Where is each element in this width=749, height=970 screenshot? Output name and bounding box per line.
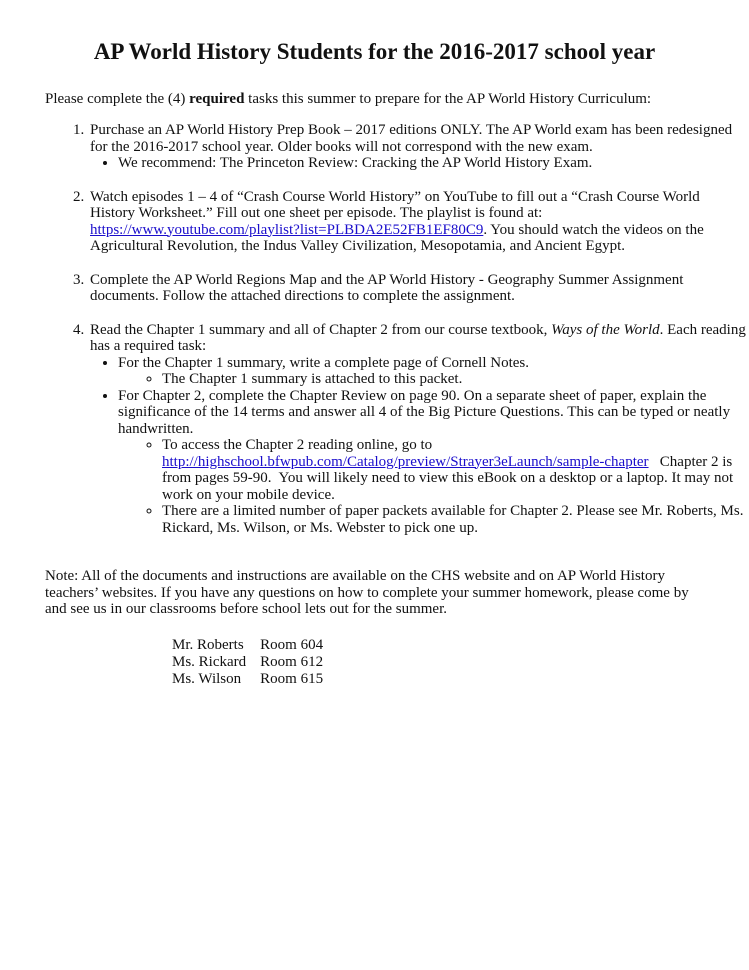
staff-name: Ms. Rickard <box>172 654 247 670</box>
sub-2-text-end: Chapter 2 is from pages 59-90. You will likely need to view this eBook on a desktop or a laptop. It may not work on your mobile device. <box>162 453 737 503</box>
intro-bold: required <box>189 91 245 107</box>
chapter-link[interactable]: http://highschool.bfwpub.com/Catalog/preview/Strayer3eLaunch/sample-chapter <box>162 453 649 470</box>
task-4-text-end: . Each reading has a required task: <box>90 321 746 354</box>
task-2 <box>88 189 748 255</box>
playlist-link[interactable]: https://www.youtube.com/playlist?list=PLBDA2E52FB1EF80C9 <box>90 221 484 238</box>
task-4-sub-1: ◦ The Chapter 1 summary is attached to this packet. <box>162 371 748 388</box>
task-list <box>45 122 748 553</box>
note: Note: All of the documents and instructions are available on the CHS website and on AP World History teachers’ websites. If you have any questions on how to complete your summer homework, please come by and see us in our classrooms before school lets out for the summer. <box>45 568 689 617</box>
task-1-bullet: • We recommend: The Princeton Review: Cracking the AP World History Exam. <box>118 155 748 172</box>
task-4-sub-2 <box>162 437 748 503</box>
task-1-text: Purchase an AP World History Prep Book – 2017 editions ONLY. The AP World exam has been redesigned for the 2016-2017 school year. Older books will not correspond with the new exam. <box>90 122 733 155</box>
staff-row <box>172 637 337 654</box>
staff-room: Room 615 <box>260 671 324 687</box>
task-4-bullet-2 <box>118 388 748 537</box>
task-4 <box>88 322 748 537</box>
task-1 <box>88 122 748 172</box>
staff-room: Room 604 <box>260 637 324 653</box>
sub-2-text: To access the Chapter 2 reading online, go to <box>162 437 433 453</box>
task-4-bullet-1 <box>118 355 748 388</box>
staff-rooms <box>172 637 337 688</box>
task-4-text: Read the Chapter 1 summary and all of Chapter 2 from our course textbook, <box>90 321 552 338</box>
task-3: 3. Complete the AP World Regions Map and the AP World History - Geography Summer Assignment documents. Follow the attached directions to complete the assignment. <box>88 272 748 305</box>
staff-row <box>172 671 337 688</box>
bullet-1-text: For the Chapter 1 summary, write a complete page of Cornell Notes. <box>118 354 529 371</box>
task-2-text: Watch episodes 1 – 4 of “Crash Course World History” on YouTube to fill out a “Crash Course World History Worksheet.” Fill out one sheet per episode. The playlist is found at: <box>90 188 700 221</box>
intro <box>45 91 725 108</box>
page-title: AP World History Students for the 2016-2017 school year <box>93 39 656 64</box>
staff-row <box>172 654 337 671</box>
staff-name: Ms. Wilson <box>172 671 242 687</box>
bullet-2-text: For Chapter 2, complete the Chapter Review on page 90. On a separate sheet of paper, explain the significance of the 14 terms and answer all 4 of the Big Picture Questions. This can be typed or neatly handwritten. <box>118 387 731 437</box>
staff-name: Mr. Roberts <box>172 637 244 653</box>
task-2-text-end: . You should watch the videos on the Agricultural Revolution, the Indus Valley Civilization, Mesopotamia, and Ancient Egypt. <box>90 221 704 254</box>
task-4-sub-3: ◦ There are a limited number of paper packets available for Chapter 2. Please see Mr. Roberts, Ms. Rickard, Ms. Wilson, or Ms. Webster to pick one up. <box>162 503 748 536</box>
staff-room: Room 612 <box>260 654 324 670</box>
intro-text-end: tasks this summer to prepare for the AP World History Curriculum: <box>244 91 652 107</box>
intro-text: Please complete the (4) <box>45 91 190 107</box>
textbook-title: Ways of the World <box>551 321 660 338</box>
